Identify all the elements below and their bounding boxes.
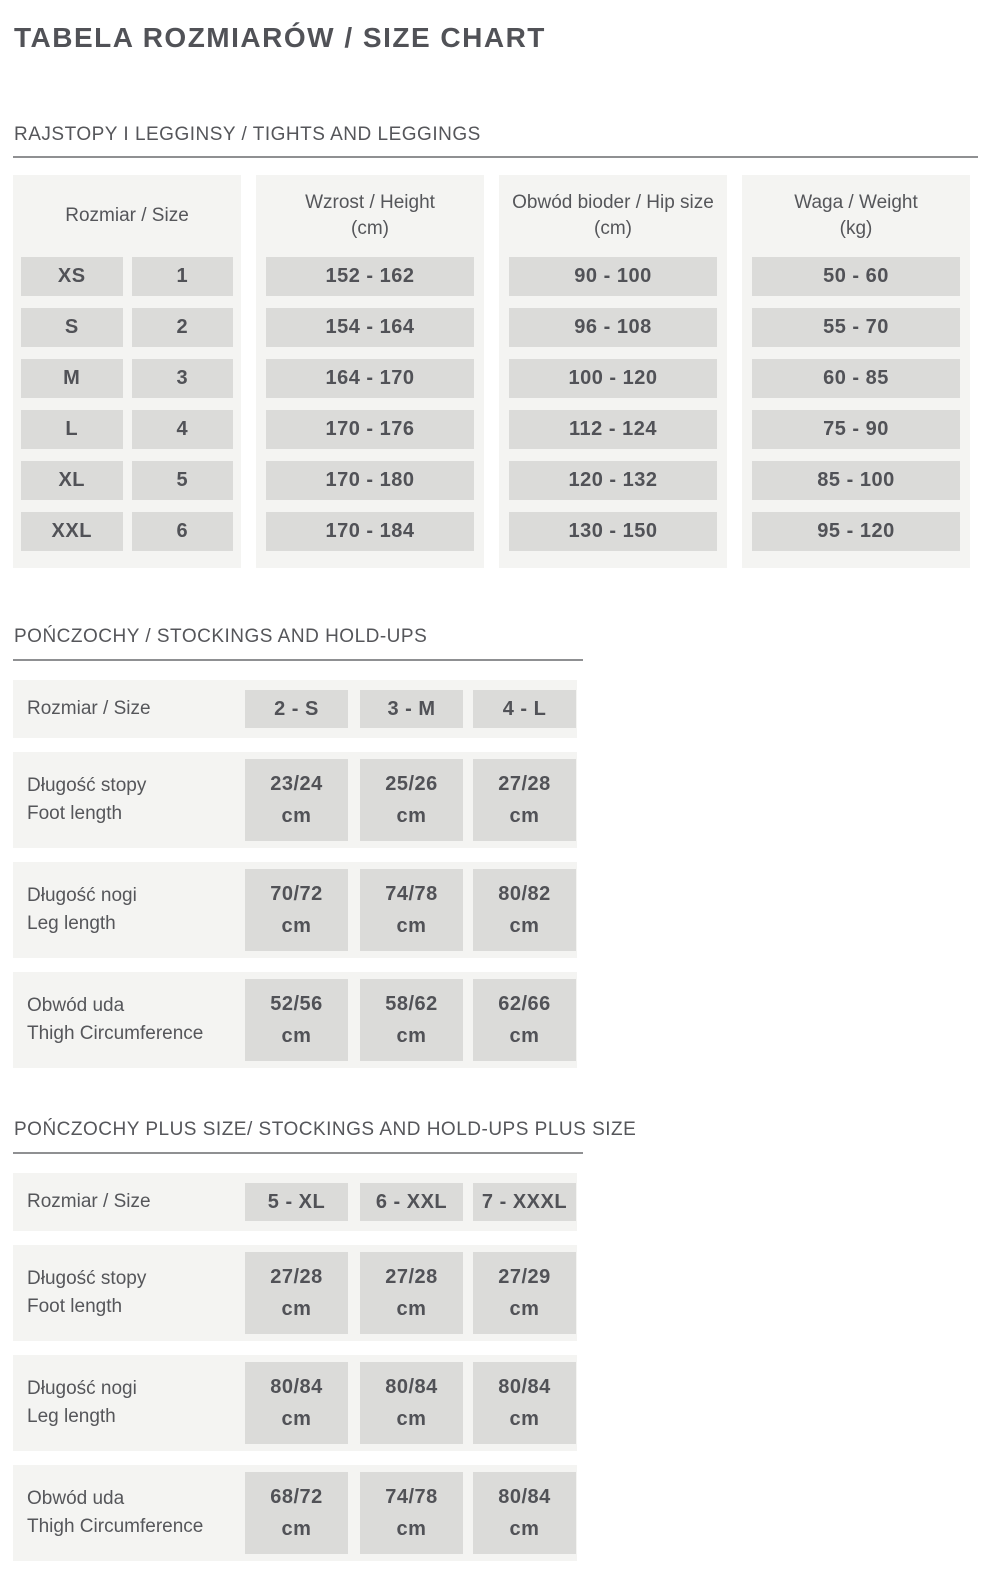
row-label bbox=[27, 1375, 137, 1431]
measure-unit: cm bbox=[281, 1408, 312, 1430]
weight-cell: 55 - 70 bbox=[752, 308, 960, 347]
size-letter-cell: M bbox=[21, 359, 123, 398]
measure-unit: cm bbox=[509, 1298, 540, 1320]
row-label bbox=[27, 992, 203, 1048]
row-label-pl: Obwód uda bbox=[27, 995, 125, 1016]
weight-cell: 75 - 90 bbox=[752, 410, 960, 449]
measure-value: 23/24 bbox=[270, 773, 323, 795]
row-label bbox=[27, 1265, 146, 1321]
row-label-pl: Długość stopy bbox=[27, 775, 147, 796]
row-label-pl: Obwód uda bbox=[27, 1488, 125, 1509]
size-number-cell: 3 bbox=[132, 359, 234, 398]
measure-unit: cm bbox=[396, 1025, 427, 1047]
measure-cell bbox=[245, 759, 348, 841]
row-label bbox=[27, 1485, 203, 1541]
height-cell: 170 - 176 bbox=[266, 410, 474, 449]
size-row bbox=[13, 680, 577, 738]
measure-unit: cm bbox=[509, 915, 540, 937]
hip-column bbox=[499, 175, 727, 568]
hip-cell: 96 - 108 bbox=[509, 308, 717, 347]
table-row bbox=[21, 512, 233, 551]
height-column-unit: (cm) bbox=[351, 218, 389, 239]
measure-value: 70/72 bbox=[270, 883, 323, 905]
row-label-pl: Długość nogi bbox=[27, 1378, 137, 1399]
measure-cell bbox=[360, 869, 463, 951]
weight-cell: 60 - 85 bbox=[752, 359, 960, 398]
measure-value: 58/62 bbox=[385, 993, 438, 1015]
size-cell: 4 - L bbox=[473, 690, 576, 728]
row-label-en: Thigh Circumference bbox=[27, 1516, 204, 1537]
size-letter-cell: XL bbox=[21, 461, 123, 500]
hip-cell: 120 - 132 bbox=[509, 461, 717, 500]
height-cell: 152 - 162 bbox=[266, 257, 474, 296]
measure-value: 74/78 bbox=[385, 1486, 438, 1508]
weight-column-unit: (kg) bbox=[839, 218, 873, 239]
measure-value: 27/28 bbox=[270, 1266, 323, 1288]
measure-unit: cm bbox=[509, 1408, 540, 1430]
table-row bbox=[21, 410, 233, 449]
section-heading-tights: RAJSTOPY I LEGGINSY / TIGHTS AND LEGGINGS bbox=[14, 124, 481, 145]
size-cell: 3 - M bbox=[360, 690, 463, 728]
size-letter-cell: XXL bbox=[21, 512, 123, 551]
height-column bbox=[256, 175, 484, 568]
measure-cell bbox=[473, 1362, 576, 1444]
measure-cell bbox=[473, 979, 576, 1061]
measure-value: 80/84 bbox=[270, 1376, 323, 1398]
size-number-cell: 4 bbox=[132, 410, 234, 449]
row-label bbox=[27, 882, 137, 938]
measure-value: 80/82 bbox=[498, 883, 551, 905]
size-number-cell: 5 bbox=[132, 461, 234, 500]
hip-column-rows bbox=[499, 257, 727, 551]
height-cell: 170 - 184 bbox=[266, 512, 474, 551]
size-column-rows bbox=[13, 257, 241, 551]
size-letter-cell: XS bbox=[21, 257, 123, 296]
weight-column-title: Waga / Weight bbox=[794, 192, 918, 213]
size-cell: 6 - XXL bbox=[360, 1183, 463, 1221]
thigh-circumference-row bbox=[13, 1465, 577, 1561]
size-letter-cell: L bbox=[21, 410, 123, 449]
size-cell: 7 - XXXL bbox=[473, 1183, 576, 1221]
measure-value: 80/84 bbox=[385, 1376, 438, 1398]
measure-unit: cm bbox=[396, 1408, 427, 1430]
measure-unit: cm bbox=[509, 1025, 540, 1047]
hip-column-header bbox=[499, 175, 727, 257]
measure-unit: cm bbox=[281, 1025, 312, 1047]
measure-cell bbox=[473, 1472, 576, 1554]
table-row bbox=[21, 359, 233, 398]
measure-unit: cm bbox=[281, 1518, 312, 1540]
weight-column bbox=[742, 175, 970, 568]
measure-cell bbox=[360, 1252, 463, 1334]
row-label-en: Foot length bbox=[27, 1296, 123, 1317]
measure-unit: cm bbox=[396, 805, 427, 827]
measure-unit: cm bbox=[509, 1518, 540, 1540]
measure-unit: cm bbox=[396, 1518, 427, 1540]
measure-value: 62/66 bbox=[498, 993, 551, 1015]
stockings-plus-table bbox=[13, 1173, 577, 1561]
table-row bbox=[21, 461, 233, 500]
measure-cell bbox=[360, 979, 463, 1061]
height-cell: 154 - 164 bbox=[266, 308, 474, 347]
table-row bbox=[21, 257, 233, 296]
foot-length-row bbox=[13, 1245, 577, 1341]
size-cell: 5 - XL bbox=[245, 1183, 348, 1221]
measure-cell bbox=[360, 759, 463, 841]
leg-length-row bbox=[13, 862, 577, 958]
row-label: Rozmiar / Size bbox=[27, 698, 151, 719]
weight-column-rows bbox=[742, 257, 970, 551]
measure-value: 27/28 bbox=[498, 773, 551, 795]
measure-value: 80/84 bbox=[498, 1486, 551, 1508]
hip-column-title: Obwód bioder / Hip size bbox=[512, 192, 714, 213]
measure-value: 68/72 bbox=[270, 1486, 323, 1508]
row-label-en: Foot length bbox=[27, 803, 123, 824]
measure-cell bbox=[245, 1252, 348, 1334]
tights-size-table bbox=[13, 175, 970, 568]
measure-value: 27/29 bbox=[498, 1266, 551, 1288]
size-number-cell: 6 bbox=[132, 512, 234, 551]
thigh-circumference-row bbox=[13, 972, 577, 1068]
weight-cell: 85 - 100 bbox=[752, 461, 960, 500]
section-heading-stockings: POŃCZOCHY / STOCKINGS AND HOLD-UPS bbox=[14, 626, 428, 647]
measure-cell bbox=[245, 1472, 348, 1554]
size-number-cell: 2 bbox=[132, 308, 234, 347]
size-row bbox=[13, 1173, 577, 1231]
measure-value: 27/28 bbox=[385, 1266, 438, 1288]
table-row bbox=[21, 308, 233, 347]
leg-length-row bbox=[13, 1355, 577, 1451]
height-cell: 170 - 180 bbox=[266, 461, 474, 500]
measure-cell bbox=[473, 759, 576, 841]
page-title: TABELA ROZMIARÓW / SIZE CHART bbox=[14, 22, 546, 53]
size-number-cell: 1 bbox=[132, 257, 234, 296]
hip-cell: 100 - 120 bbox=[509, 359, 717, 398]
measure-unit: cm bbox=[281, 1298, 312, 1320]
measure-unit: cm bbox=[396, 915, 427, 937]
stockings-table bbox=[13, 680, 577, 1068]
size-column-title: Rozmiar / Size bbox=[65, 205, 189, 226]
row-label: Rozmiar / Size bbox=[27, 1191, 151, 1212]
measure-value: 52/56 bbox=[270, 993, 323, 1015]
measure-cell bbox=[360, 1362, 463, 1444]
row-label bbox=[27, 772, 146, 828]
size-letter-cell: S bbox=[21, 308, 123, 347]
measure-unit: cm bbox=[281, 805, 312, 827]
row-label-pl: Długość nogi bbox=[27, 885, 137, 906]
weight-column-header bbox=[742, 175, 970, 257]
hip-cell: 112 - 124 bbox=[509, 410, 717, 449]
section-divider-stockings bbox=[13, 659, 583, 661]
row-label-en: Leg length bbox=[27, 913, 116, 934]
row-label-en: Leg length bbox=[27, 1406, 116, 1427]
measure-cell bbox=[473, 1252, 576, 1334]
measure-value: 25/26 bbox=[385, 773, 438, 795]
size-cell: 2 - S bbox=[245, 690, 348, 728]
measure-cell bbox=[245, 869, 348, 951]
row-label-en: Thigh Circumference bbox=[27, 1023, 204, 1044]
row-label-pl: Długość stopy bbox=[27, 1268, 147, 1289]
height-cell: 164 - 170 bbox=[266, 359, 474, 398]
weight-cell: 95 - 120 bbox=[752, 512, 960, 551]
hip-cell: 130 - 150 bbox=[509, 512, 717, 551]
height-column-title: Wzrost / Height bbox=[305, 192, 435, 213]
measure-cell bbox=[245, 1362, 348, 1444]
measure-unit: cm bbox=[509, 805, 540, 827]
measure-unit: cm bbox=[281, 915, 312, 937]
section-divider-stockings-plus bbox=[13, 1152, 583, 1154]
hip-column-unit: (cm) bbox=[594, 218, 632, 239]
weight-cell: 50 - 60 bbox=[752, 257, 960, 296]
measure-cell bbox=[473, 869, 576, 951]
measure-cell bbox=[360, 1472, 463, 1554]
section-heading-stockings-plus: POŃCZOCHY PLUS SIZE/ STOCKINGS AND HOLD-UPS PLUS SIZE bbox=[14, 1119, 637, 1140]
measure-cell bbox=[245, 979, 348, 1061]
section-divider-tights bbox=[13, 156, 978, 158]
measure-value: 74/78 bbox=[385, 883, 438, 905]
measure-value: 80/84 bbox=[498, 1376, 551, 1398]
measure-unit: cm bbox=[396, 1298, 427, 1320]
size-column-header bbox=[13, 175, 241, 257]
size-column bbox=[13, 175, 241, 568]
foot-length-row bbox=[13, 752, 577, 848]
height-column-header bbox=[256, 175, 484, 257]
height-column-rows bbox=[256, 257, 484, 551]
hip-cell: 90 - 100 bbox=[509, 257, 717, 296]
